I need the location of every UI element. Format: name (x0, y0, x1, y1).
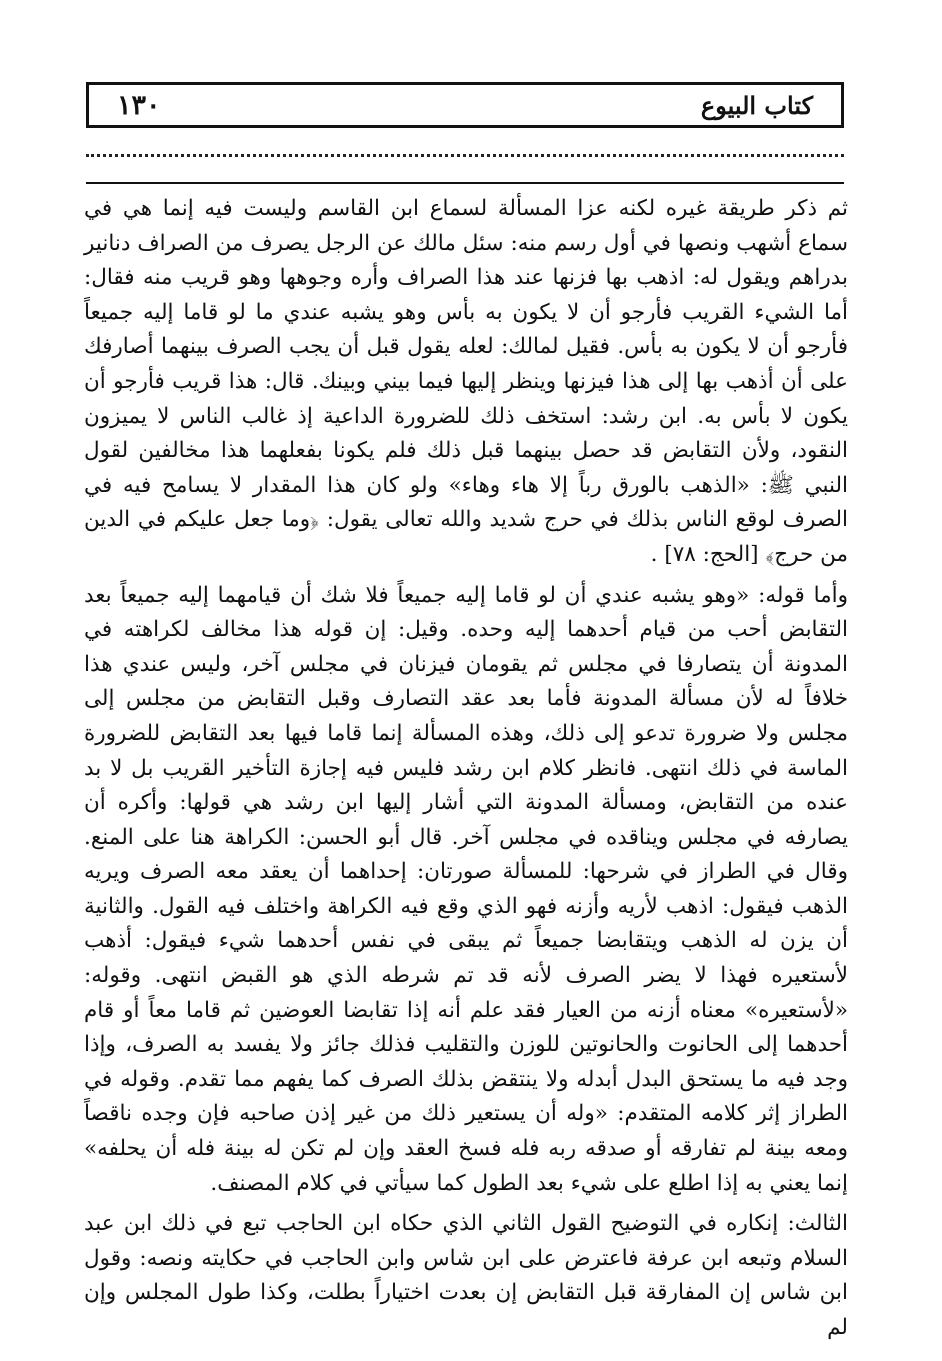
solid-divider (86, 182, 844, 184)
dotted-divider (86, 154, 844, 157)
running-title: كتاب البيوع (700, 90, 813, 120)
paragraph: ثم ذكر طريقة غيره لكنه عزا المسألة لسماع ابن القاسم وليست فيه إنما هي في سماع أشهب ونصها في أول رسم منه: سئل مالك عن الرجل يصرف من الصراف دنانير بدراهم ويقول له: اذهب بها فزنها عند هذا الصراف وأره وجوهها وهو قريب منه فقال: أما الشيء القريب فأرجو أن لا يكون به بأس وهو يشبه عندي ما لو قاما إليه جميعاً فأرجو أن لا يكون به بأس. فقيل لمالك: لعله يقول قبل أن يجب الصرف بينهما أصارفك على أن أذهب بها إلى هذا فيزنها وينظر إليها فيما بيني وبينك. قال: هذا قريب فأرجو أن يكون لا بأس به. ابن رشد: استخف ذلك للضرورة الداعية إذ غالب الناس لا يميزون النقود، ولأن التقابض قد حصل بينهما قبل ذلك فلم يكونا بفعلهما هذا مخالفين لقول النبي ﷺ: «الذهب بالورق رباً إلا هاء وهاء» ولو كان هذا المقدار لا يسامح فيه في الصرف لوقع الناس بذلك في حرج شديد والله تعالى يقول: ﴿وما جعل عليكم في الدين من حرج﴾ [الحج: ٧٨] . (84, 196, 848, 567)
paragraph: وأما قوله: «وهو يشبه عندي أن لو قاما إليه جميعاً فلا شك أن قيامهما إليه جميعاً بعد التقابض أحب من قيام أحدهما إليه وحده. وقيل: إن قوله هذا مخالف لكراهته في المدونة أن يتصارفا في مجلس ثم يقومان فيزنان في مجلس آخر، وليس عندي هذا خلافاً له لأن مسألة المدونة فأما بعد عقد التصارف وقبل التقابض من مجلس إلى مجلس ولا ضرورة تدعو إلى ذلك، وهذه المسألة إنما قاما فيها بعد التقابض للضرورة الماسة في ذلك انتهى. فانظر كلام ابن رشد فليس فيه إجازة التأخير القريب بل لا بد عنده من التقابض، ومسألة المدونة التي أشار إليها ابن رشد هي قولها: وأكره أن يصارفه في مجلس ويناقده في مجلس آخر. قال أبو الحسن: الكراهة هنا على المنع. وقال في الطراز في شرحها: للمسألة صورتان: إحداهما أن يعقد معه الصرف ويريه الذهب فيقول: اذهب لأريه وأزنه فهو الذي وقع فيه الكراهة واختلف فيه القول. والثانية أن يزن له الذهب ويتقابضا جميعاً ثم يبقى في نفس أحدهما شيء فيقول: أذهب لأستعيره فهذا لا يضر الصرف لأنه قد تم شرطه الذي هو القبض انتهى. وقوله: «لأستعيره» معناه أزنه من العيار فقد علم أنه إذا تقابضا العوضين ثم قاما معاً أو قام أحدهما إلى الحانوت والحانوتين للوزن والتقليب فذلك جائز ولا يفسد به الصرف، وإذا وجد فيه ما يستحق البدل أبدله ولا ينتقض بذلك الصرف كما يفهم مما تقدم. وقوله في الطراز إثر كلامه المتقدم: «وله أن يستعير ذلك من غير إذن صاحبه فإن وجده ناقصاً ومعه بينة لم تفارقه أو صدقه ربه فله فسخ العقد وإن لم تكن له بينة فله أن يحلفه» إنما يعني به إذا اطلع على شيء بعد الطول كما سيأتي في كلام المصنف. (84, 582, 848, 1196)
page-number: ١٣٠ (117, 89, 161, 121)
page-header (86, 82, 844, 128)
paragraph: الثالث: إنكاره في التوضيح القول الثاني الذي حكاه ابن الحاجب تبع في ذلك ابن عبد السلام وتبعه ابن عرفة فاعترض على ابن شاس وابن الحاجب في حكايته ونصه: وقول ابن شاس إن المفارقة قبل التقابض إن بعدت اختياراً بطلت، وكذا طول المجلس وإن لم (84, 1211, 848, 1340)
body-text (84, 192, 848, 1346)
